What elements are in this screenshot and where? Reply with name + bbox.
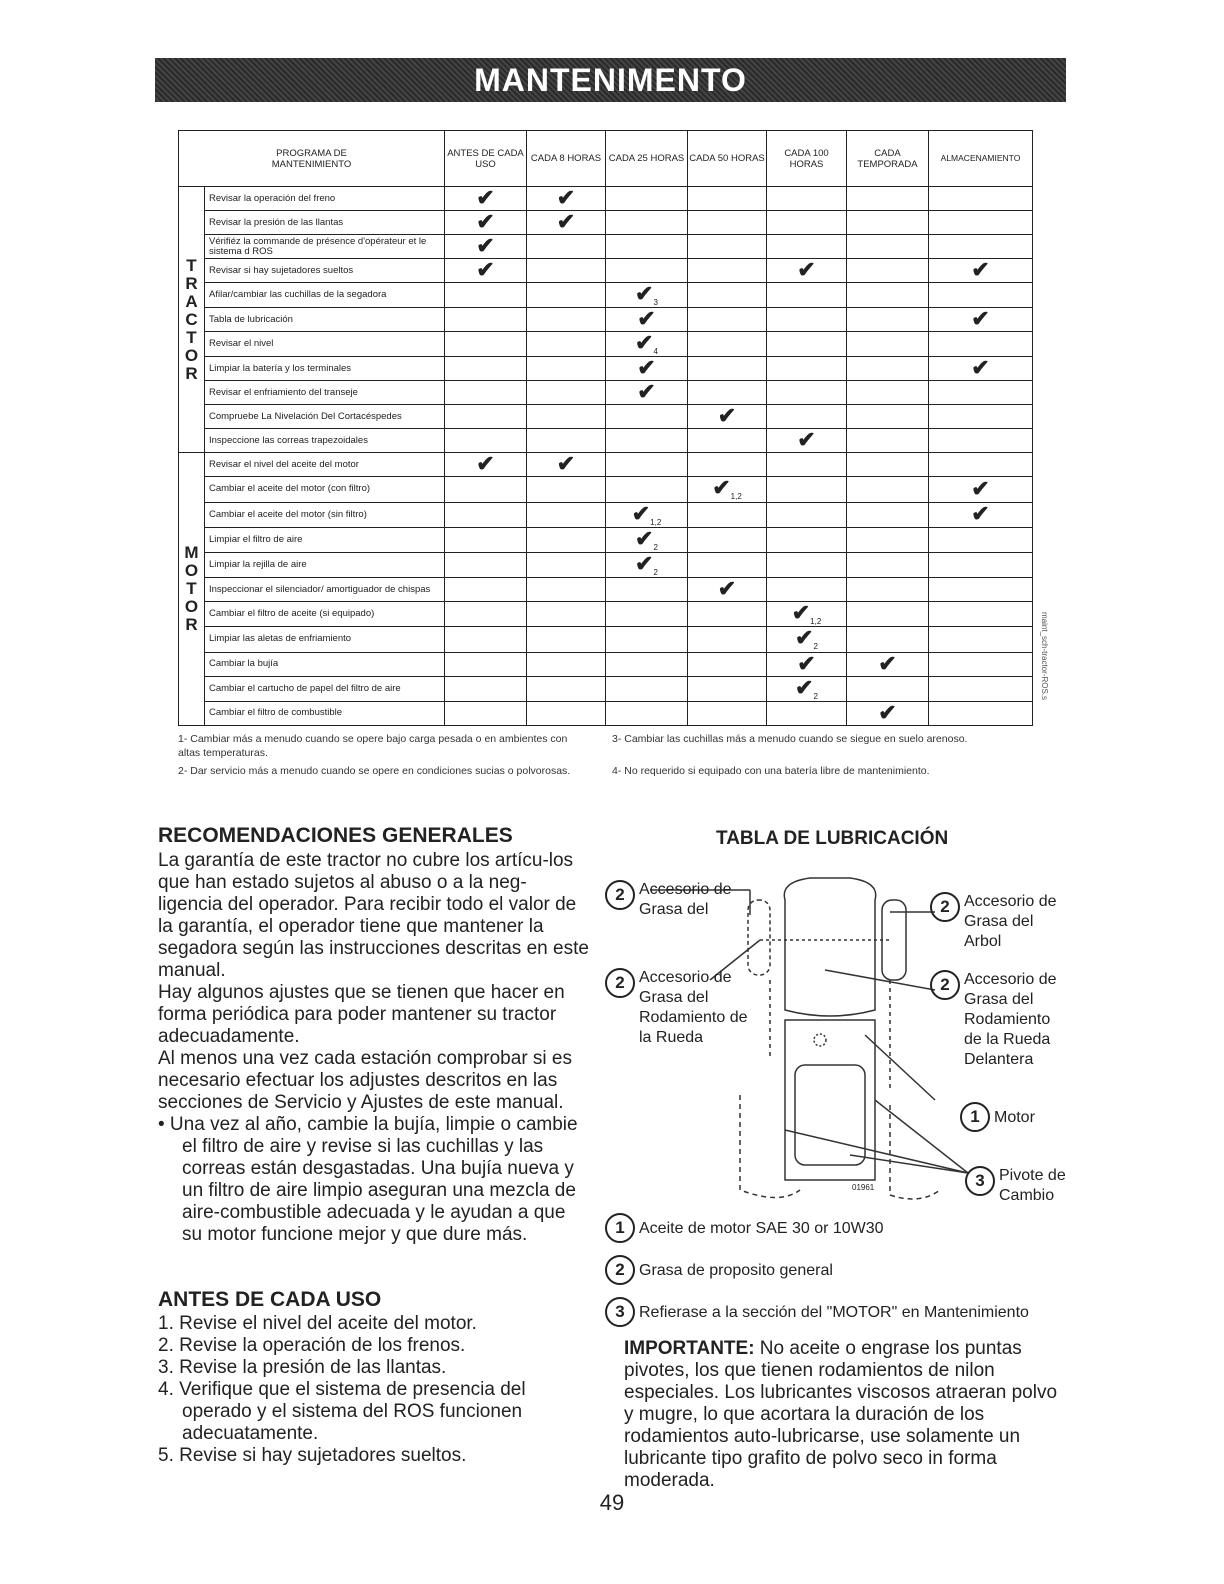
tractor-section-label bbox=[179, 187, 205, 453]
section-letter: T bbox=[186, 327, 197, 347]
schedule-cell bbox=[606, 259, 688, 283]
check-mark-icon: ✔ bbox=[476, 257, 495, 282]
schedule-row bbox=[179, 332, 1033, 357]
check-mark-icon: ✔ bbox=[795, 674, 814, 700]
task-label: Compruebe La Nivelación Del Cortacéspedes bbox=[205, 405, 445, 429]
schedule-cell bbox=[527, 578, 606, 602]
schedule-cell bbox=[847, 502, 929, 527]
list-item: 4. Verifique que el sistema de presencia del operado y el sistema del ROS funcionen adecuatamente. bbox=[158, 1379, 526, 1444]
schedule-row bbox=[179, 187, 1033, 211]
paragraph: Hay algunos ajustes que se tienen que hacer en forma periódica para poder mantener su tractor adecuadamente. bbox=[158, 982, 565, 1047]
schedule-cell bbox=[527, 627, 606, 652]
col-header: CADA 50 HORAS bbox=[688, 131, 767, 187]
check-mark-icon: ✔ bbox=[795, 625, 814, 651]
section-letter: T bbox=[186, 255, 197, 275]
schedule-row bbox=[179, 602, 1033, 627]
schedule-cell bbox=[527, 357, 606, 381]
task-label: Inspeccione las correas trapezoidales bbox=[205, 429, 445, 453]
schedule-cell bbox=[445, 405, 527, 429]
page-banner: MANTENIMENTO bbox=[155, 58, 1066, 102]
schedule-cell bbox=[606, 502, 688, 527]
schedule-cell bbox=[847, 676, 929, 701]
lubrication-diagram bbox=[590, 860, 1090, 1220]
check-mark-icon: ✔ bbox=[556, 185, 576, 210]
section-letter: O bbox=[184, 597, 199, 617]
schedule-cell bbox=[606, 381, 688, 405]
label-grease-fitting-front: 2 Accesorio de Grasa del bbox=[605, 880, 749, 920]
schedule-cell bbox=[767, 676, 847, 701]
schedule-cell bbox=[929, 259, 1033, 283]
task-label: Cambiar el filtro de aceite (si equipado) bbox=[205, 602, 445, 627]
schedule-row bbox=[179, 477, 1033, 502]
label-grease-fitting-shaft: 2 Accesorio de Grasa del Arbol bbox=[930, 892, 1064, 952]
schedule-cell bbox=[767, 477, 847, 502]
schedule-cell bbox=[688, 381, 767, 405]
schedule-cell bbox=[606, 187, 688, 211]
check-mark-icon: ✔ bbox=[631, 500, 651, 526]
schedule-cell bbox=[445, 627, 527, 652]
schedule-cell bbox=[527, 676, 606, 701]
check-mark-icon: ✔ bbox=[791, 600, 811, 626]
schedule-cell bbox=[767, 381, 847, 405]
footnote-ref: 1,2 bbox=[810, 617, 822, 627]
schedule-cell bbox=[445, 357, 527, 381]
col-header: CADA 8 HORAS bbox=[527, 131, 606, 187]
schedule-cell bbox=[606, 332, 688, 357]
schedule-row bbox=[179, 578, 1033, 602]
schedule-cell bbox=[929, 211, 1033, 235]
schedule-cell bbox=[847, 527, 929, 552]
schedule-cell bbox=[606, 283, 688, 308]
importante-text: No aceite o engrase los puntas pivotes, los que tienen rodamientos de nilon especiales. Los lubricantes viscosos atraeran polvo y mugre, lo que acortara la duración de los rodamientos auto-lubricarse, use solamente un lubricante tipo grafito de polvo seco in forma moderada. bbox=[624, 1338, 1058, 1491]
schedule-cell bbox=[606, 357, 688, 381]
task-label: Limpiar el filtro de aire bbox=[205, 527, 445, 552]
importante-label: IMPORTANTE: bbox=[624, 1338, 755, 1359]
schedule-cell bbox=[606, 235, 688, 259]
footnote-2: 2- Dar servicio más a menudo cuando se opere en condiciones sucias o polvorosas. bbox=[178, 765, 571, 777]
schedule-cell bbox=[527, 381, 606, 405]
schedule-cell bbox=[445, 453, 527, 477]
check-mark-icon: ✔ bbox=[878, 699, 897, 725]
task-label: Revisar si hay sujetadores sueltos bbox=[205, 259, 445, 283]
section-letter: M bbox=[184, 543, 199, 563]
schedule-row bbox=[179, 235, 1033, 259]
legend-item-3: 3 Refierase a la sección del "MOTOR" en Mantenimiento bbox=[605, 1297, 1029, 1328]
schedule-row bbox=[179, 283, 1033, 308]
schedule-cell bbox=[688, 211, 767, 235]
schedule-cell bbox=[767, 429, 847, 453]
check-mark-icon: ✔ bbox=[797, 257, 816, 282]
paragraph: Al menos una vez cada estación comprobar si es necesario efectuar los adjustes descritos en las secciones de Servicio y Ajustes de este manual. bbox=[158, 1048, 572, 1113]
schedule-cell bbox=[929, 308, 1033, 332]
schedule-cell bbox=[606, 527, 688, 552]
schedule-cell bbox=[445, 235, 527, 259]
legend-item-2: 2 Grasa de proposito general bbox=[605, 1255, 833, 1286]
schedule-cell bbox=[688, 701, 767, 725]
footnote-ref: 3 bbox=[653, 298, 658, 308]
footnote-ref: 1,2 bbox=[730, 492, 742, 502]
schedule-cell bbox=[445, 308, 527, 332]
schedule-cell bbox=[445, 429, 527, 453]
schedule-cell bbox=[527, 552, 606, 577]
list-item: 2. Revise la operación de los frenos. bbox=[158, 1335, 466, 1356]
schedule-cell bbox=[767, 308, 847, 332]
schedule-cell bbox=[688, 652, 767, 676]
task-label: Revisar la operación del freno bbox=[205, 187, 445, 211]
schedule-cell bbox=[767, 578, 847, 602]
check-mark-icon: ✔ bbox=[637, 306, 656, 332]
schedule-cell bbox=[688, 405, 767, 429]
schedule-cell bbox=[929, 627, 1033, 652]
task-label: Revisar el nivel bbox=[205, 332, 445, 357]
schedule-row bbox=[179, 502, 1033, 527]
task-label: Cambiar la bujía bbox=[205, 652, 445, 676]
schedule-cell bbox=[847, 429, 929, 453]
schedule-cell bbox=[929, 453, 1033, 477]
check-mark-icon: ✔ bbox=[476, 209, 495, 234]
schedule-cell bbox=[527, 187, 606, 211]
schedule-row bbox=[179, 676, 1033, 701]
col-header: ALMACENAMIENTO bbox=[929, 131, 1033, 187]
schedule-cell bbox=[767, 187, 847, 211]
schedule-cell bbox=[847, 578, 929, 602]
schedule-cell bbox=[445, 578, 527, 602]
schedule-cell bbox=[767, 357, 847, 381]
schedule-cell bbox=[606, 676, 688, 701]
schedule-cell bbox=[606, 453, 688, 477]
schedule-cell bbox=[929, 381, 1033, 405]
schedule-cell bbox=[445, 502, 527, 527]
schedule-row bbox=[179, 381, 1033, 405]
task-label: Cambiar el filtro de combustible bbox=[205, 701, 445, 725]
schedule-cell bbox=[847, 602, 929, 627]
schedule-cell bbox=[688, 429, 767, 453]
schedule-cell bbox=[847, 259, 929, 283]
schedule-cell bbox=[688, 308, 767, 332]
schedule-cell bbox=[606, 602, 688, 627]
schedule-cell bbox=[606, 405, 688, 429]
schedule-cell bbox=[688, 235, 767, 259]
schedule-cell bbox=[606, 701, 688, 725]
section-letter: R bbox=[185, 273, 198, 293]
section-letter: C bbox=[185, 309, 198, 329]
check-mark-icon: ✔ bbox=[635, 550, 654, 576]
col-header: CADA TEMPORADA bbox=[847, 131, 929, 187]
list-item: 1. Revise el nivel del aceite del motor. bbox=[158, 1313, 477, 1334]
schedule-cell bbox=[527, 259, 606, 283]
check-mark-icon: ✔ bbox=[971, 355, 990, 381]
schedule-cell bbox=[767, 405, 847, 429]
footnote-3: 3- Cambiar las cuchillas más a menudo cuando se siegue en suelo arenoso. bbox=[612, 733, 968, 745]
schedule-row bbox=[179, 211, 1033, 235]
recomendaciones-heading: RECOMENDACIONES GENERALES bbox=[158, 824, 513, 847]
schedule-cell bbox=[688, 453, 767, 477]
schedule-cell bbox=[527, 477, 606, 502]
col-header: ANTES DE CADA USO bbox=[445, 131, 527, 187]
schedule-cell bbox=[767, 602, 847, 627]
schedule-cell bbox=[847, 381, 929, 405]
check-mark-icon: ✔ bbox=[635, 281, 654, 306]
footnote-ref: 2 bbox=[653, 542, 658, 552]
check-mark-icon: ✔ bbox=[476, 233, 495, 258]
schedule-cell bbox=[767, 701, 847, 725]
schedule-cell bbox=[847, 477, 929, 502]
task-label: Vérifiéz la commande de présence d'opérateur et le sistema d ROS bbox=[205, 235, 445, 259]
schedule-cell bbox=[929, 578, 1033, 602]
section-letter: R bbox=[185, 363, 198, 383]
col-header: CADA 25 HORAS bbox=[606, 131, 688, 187]
list-item: 3. Revise la presión de las llantas. bbox=[158, 1357, 447, 1378]
schedule-row bbox=[179, 405, 1033, 429]
footnote-ref: 4 bbox=[653, 347, 658, 357]
check-mark-icon: ✔ bbox=[717, 403, 737, 429]
schedule-cell bbox=[445, 527, 527, 552]
schedule-cell bbox=[929, 283, 1033, 308]
schedule-cell bbox=[767, 332, 847, 357]
importante-note bbox=[624, 1338, 1064, 1492]
schedule-cell bbox=[688, 332, 767, 357]
schedule-cell bbox=[527, 235, 606, 259]
task-label: Inspeccionar el silenciador/ amortiguador de chispas bbox=[205, 578, 445, 602]
section-letter: O bbox=[184, 561, 199, 581]
schedule-cell bbox=[688, 283, 767, 308]
schedule-cell bbox=[929, 235, 1033, 259]
task-label: Cambiar el aceite del motor (sin filtro) bbox=[205, 502, 445, 527]
schedule-cell bbox=[929, 187, 1033, 211]
schedule-cell bbox=[527, 502, 606, 527]
schedule-cell bbox=[445, 211, 527, 235]
task-label: Limpiar las aletas de enfriamiento bbox=[205, 627, 445, 652]
check-mark-icon: ✔ bbox=[797, 650, 816, 676]
schedule-cell bbox=[527, 283, 606, 308]
schedule-cell bbox=[527, 332, 606, 357]
schedule-cell bbox=[445, 676, 527, 701]
schedule-cell bbox=[445, 283, 527, 308]
schedule-cell bbox=[606, 477, 688, 502]
schedule-cell bbox=[445, 602, 527, 627]
col-header: CADA 100 HORAS bbox=[767, 131, 847, 187]
check-mark-icon: ✔ bbox=[476, 185, 495, 210]
task-label: Cambiar el aceite del motor (con filtro) bbox=[205, 477, 445, 502]
task-label: Limpiar la rejilla de aire bbox=[205, 552, 445, 577]
section-letter: O bbox=[184, 345, 199, 365]
schedule-cell bbox=[688, 357, 767, 381]
check-mark-icon: ✔ bbox=[556, 209, 576, 234]
schedule-cell bbox=[767, 502, 847, 527]
check-mark-icon: ✔ bbox=[971, 501, 990, 527]
schedule-cell bbox=[929, 405, 1033, 429]
task-label: Cambiar el cartucho de papel del filtro de aire bbox=[205, 676, 445, 701]
schedule-cell bbox=[929, 477, 1033, 502]
schedule-cell bbox=[847, 332, 929, 357]
bullet-item: • Una vez al año, cambie la bujía, limpie o cambie el filtro de aire y revise si las cuchillas y las correas están desgastadas. Una bujía nueva y un filtro de aire limpio aseguran una mezcla de aire-combustible adecuada y le ayudan a que su motor funcione mejor y que dure más. bbox=[158, 1114, 578, 1245]
schedule-cell bbox=[767, 283, 847, 308]
schedule-cell bbox=[445, 187, 527, 211]
recomendaciones-body bbox=[158, 850, 590, 1246]
schedule-cell bbox=[688, 527, 767, 552]
section-letter: T bbox=[186, 579, 197, 599]
check-mark-icon: ✔ bbox=[878, 650, 897, 676]
schedule-cell bbox=[527, 602, 606, 627]
schedule-cell bbox=[767, 652, 847, 676]
schedule-cell bbox=[606, 578, 688, 602]
label-motor: 1 Motor bbox=[960, 1102, 1035, 1132]
schedule-cell bbox=[527, 308, 606, 332]
schedule-cell bbox=[527, 453, 606, 477]
task-label: Tabla de lubricación bbox=[205, 308, 445, 332]
schedule-cell bbox=[445, 652, 527, 676]
footnote-4: 4- No requerido si equipado con una batería libre de mantenimiento. bbox=[612, 765, 930, 777]
schedule-row bbox=[179, 701, 1033, 725]
motor-section-label bbox=[179, 453, 205, 725]
schedule-cell bbox=[445, 552, 527, 577]
check-mark-icon: ✔ bbox=[797, 427, 816, 453]
schedule-row bbox=[179, 627, 1033, 652]
schedule-cell bbox=[929, 357, 1033, 381]
schedule-cell bbox=[767, 211, 847, 235]
schedule-cell bbox=[606, 308, 688, 332]
schedule-row bbox=[179, 357, 1033, 381]
schedule-cell bbox=[767, 259, 847, 283]
schedule-cell bbox=[767, 235, 847, 259]
task-label: Revisar la presión de las llantas bbox=[205, 211, 445, 235]
schedule-cell bbox=[847, 283, 929, 308]
label-shift-pivot: 3 Pivote de Cambio bbox=[965, 1166, 1069, 1206]
schedule-cell bbox=[688, 578, 767, 602]
schedule-cell bbox=[445, 332, 527, 357]
maintenance-schedule-table bbox=[178, 130, 1033, 726]
schedule-cell bbox=[929, 676, 1033, 701]
check-mark-icon: ✔ bbox=[556, 451, 576, 477]
legend-item-1: 1 Aceite de motor SAE 30 or 10W30 bbox=[605, 1213, 884, 1244]
schedule-cell bbox=[527, 211, 606, 235]
schedule-cell bbox=[929, 502, 1033, 527]
schedule-cell bbox=[929, 429, 1033, 453]
schedule-cell bbox=[847, 627, 929, 652]
footnote-ref: 1,2 bbox=[650, 517, 662, 527]
schedule-cell bbox=[767, 453, 847, 477]
schedule-cell bbox=[847, 701, 929, 725]
schedule-cell bbox=[688, 477, 767, 502]
check-mark-icon: ✔ bbox=[971, 475, 990, 501]
schedule-cell bbox=[847, 453, 929, 477]
schedule-cell bbox=[847, 405, 929, 429]
schedule-cell bbox=[847, 235, 929, 259]
schedule-cell bbox=[688, 676, 767, 701]
schedule-cell bbox=[445, 477, 527, 502]
schedule-cell bbox=[767, 627, 847, 652]
check-mark-icon: ✔ bbox=[971, 257, 990, 282]
schedule-cell bbox=[445, 381, 527, 405]
check-mark-icon: ✔ bbox=[971, 306, 990, 332]
schedule-cell bbox=[688, 552, 767, 577]
schedule-row bbox=[179, 259, 1033, 283]
schedule-cell bbox=[847, 308, 929, 332]
schedule-cell bbox=[527, 701, 606, 725]
schedule-cell bbox=[688, 627, 767, 652]
schedule-cell bbox=[688, 187, 767, 211]
schedule-cell bbox=[527, 652, 606, 676]
schedule-cell bbox=[606, 211, 688, 235]
paragraph: La garantía de este tractor no cubre los artícu-los que han estado sujetos al abuso o a la neg-ligencia del operador. Para recibir todo el valor de la garantía, el operador tiene que mantener la segadora según las instrucciones descritas en este manual. bbox=[158, 850, 589, 981]
task-label: Revisar el nivel del aceite del motor bbox=[205, 453, 445, 477]
schedule-cell bbox=[606, 552, 688, 577]
document-code: maint_sch-tractor-ROS.s bbox=[1040, 612, 1049, 701]
page-number: 49 bbox=[599, 1490, 625, 1515]
schedule-cell bbox=[688, 259, 767, 283]
schedule-cell bbox=[688, 602, 767, 627]
section-letter: A bbox=[185, 291, 198, 311]
schedule-cell bbox=[847, 211, 929, 235]
task-label: Limpiar la batería y los terminales bbox=[205, 357, 445, 381]
check-mark-icon: ✔ bbox=[637, 355, 656, 381]
schedule-row bbox=[179, 527, 1033, 552]
schedule-cell bbox=[606, 429, 688, 453]
check-mark-icon: ✔ bbox=[476, 451, 495, 477]
task-label: Revisar el enfriamiento del transeje bbox=[205, 381, 445, 405]
lubricacion-heading: TABLA DE LUBRICACIÓN bbox=[716, 828, 949, 849]
schedule-row bbox=[179, 652, 1033, 676]
check-mark-icon: ✔ bbox=[712, 475, 731, 501]
schedule-cell bbox=[847, 652, 929, 676]
schedule-cell bbox=[606, 652, 688, 676]
schedule-cell bbox=[445, 701, 527, 725]
footnote-ref: 2 bbox=[813, 691, 818, 701]
antes-list bbox=[158, 1313, 590, 1467]
check-mark-icon: ✔ bbox=[635, 525, 654, 551]
schedule-cell bbox=[767, 552, 847, 577]
schedule-cell bbox=[847, 552, 929, 577]
schedule-cell bbox=[445, 259, 527, 283]
section-letter: R bbox=[185, 615, 198, 635]
schedule-title: PROGRAMA DE MANTENIMIENTO bbox=[179, 131, 445, 187]
schedule-row bbox=[179, 308, 1033, 332]
schedule-row bbox=[179, 552, 1033, 577]
schedule-cell bbox=[606, 627, 688, 652]
schedule-cell bbox=[929, 701, 1033, 725]
schedule-cell bbox=[688, 502, 767, 527]
schedule-cell bbox=[929, 552, 1033, 577]
schedule-cell bbox=[527, 429, 606, 453]
check-mark-icon: ✔ bbox=[635, 330, 654, 356]
schedule-cell bbox=[527, 527, 606, 552]
task-label: Afilar/cambiar las cuchillas de la segadora bbox=[205, 283, 445, 308]
check-mark-icon: ✔ bbox=[637, 379, 656, 405]
footnote-ref: 2 bbox=[653, 568, 658, 578]
schedule-cell bbox=[847, 357, 929, 381]
schedule-row bbox=[179, 429, 1033, 453]
footnote-1: 1- Cambiar más a menudo cuando se opere bajo carga pesada o en ambientes con altas temperaturas. bbox=[178, 733, 568, 759]
antes-heading: ANTES DE CADA USO bbox=[158, 1288, 382, 1311]
schedule-cell bbox=[929, 332, 1033, 357]
schedule-cell bbox=[929, 527, 1033, 552]
schedule-cell bbox=[929, 602, 1033, 627]
schedule-cell bbox=[767, 527, 847, 552]
list-item: 5. Revise si hay sujetadores sueltos. bbox=[158, 1445, 467, 1466]
check-mark-icon: ✔ bbox=[717, 576, 737, 602]
schedule-cell bbox=[847, 187, 929, 211]
schedule-cell bbox=[527, 405, 606, 429]
schedule-cell bbox=[929, 652, 1033, 676]
diagram-code: 01961 bbox=[852, 1183, 875, 1192]
label-grease-fitting-front-wheel: 2 Accesorio de Grasa del Rodamiento de la Rueda Delantera bbox=[930, 970, 1064, 1070]
footnote-ref: 2 bbox=[813, 642, 818, 652]
schedule-row bbox=[179, 453, 1033, 477]
label-grease-fitting-wheel: 2 Accesorio de Grasa del Rodamiento de la Rueda bbox=[605, 968, 749, 1048]
